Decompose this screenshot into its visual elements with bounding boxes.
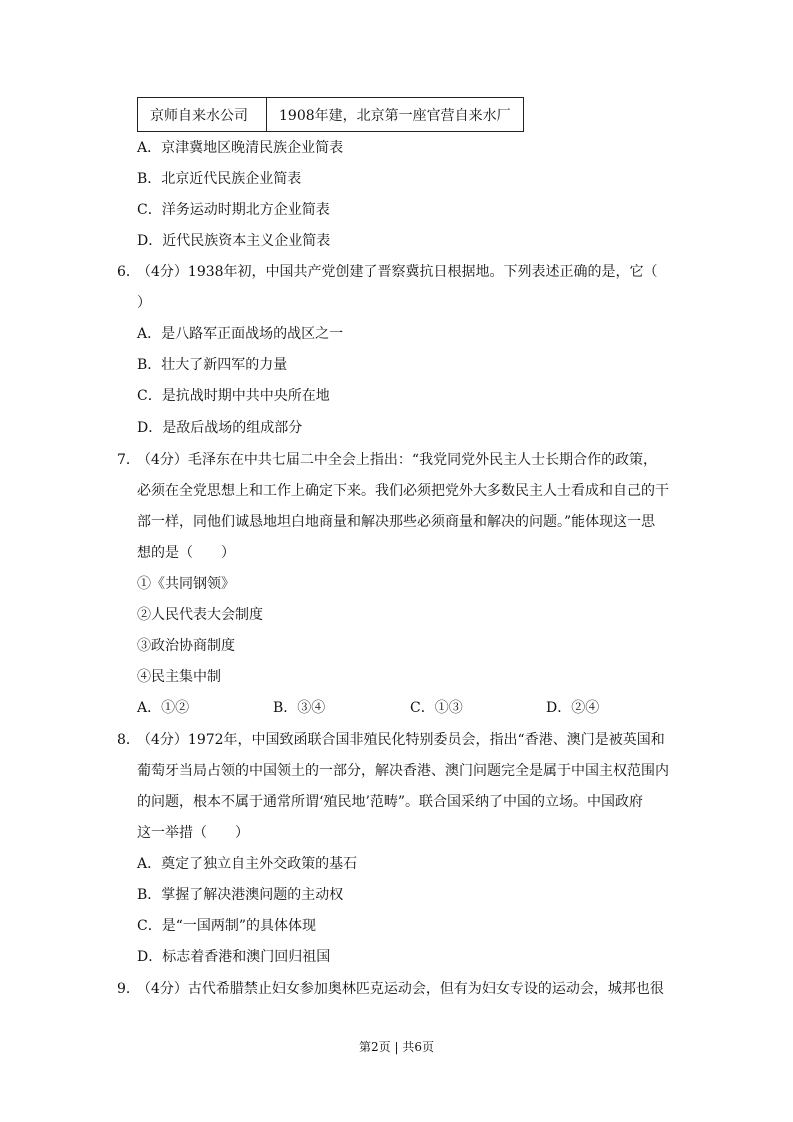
q7-item-3: ③政治协商制度: [137, 638, 235, 654]
q5-option-a: A．京津冀地区晚清民族企业简表: [137, 140, 344, 156]
table-cell-desc: 1908年建，北京第一座官营自来水厂: [267, 98, 524, 132]
q6-option-c: C．是抗战时期中共中央所在地: [137, 388, 330, 404]
q6-option-d: D．是敌后战场的组成部分: [137, 420, 303, 436]
q7-stem-line: 必须在全党思想上和工作上确定下来。我们必须把党外大多数民主人士看成和自己的干: [137, 483, 669, 499]
q5-option-d: D．近代民族资本主义企业简表: [137, 233, 331, 249]
q9-stem-line: （4分）古代希腊禁止妇女参加奥林匹克运动会，但有为妇女专设的运动会，城邦也很: [137, 981, 664, 997]
q8-option-c: C．是“一国两制”的具体体现: [137, 918, 317, 934]
q8-stem-line: （4分）1972年，中国致函联合国非殖民化特别委员会，指出“香港、澳门是被英国和: [137, 732, 665, 748]
q7-stem-line: 想的是（ ）: [137, 545, 235, 561]
q8-option-a: A．奠定了独立自主外交政策的基石: [137, 856, 358, 872]
q6-option-a: A．是八路军正面战场的战区之一: [137, 326, 344, 342]
q6-option-b: B．壮大了新四军的力量: [137, 357, 288, 373]
q8-option-b: B．掌握了解决港澳问题的主动权: [137, 887, 344, 903]
table-row: [138, 98, 524, 132]
page-footer: 第2页 | 共6页: [359, 1040, 434, 1054]
q7-option-b: B．③④: [273, 700, 326, 716]
q8-stem-line: 这一举措（ ）: [137, 825, 249, 841]
q8-number: 8．: [117, 732, 140, 748]
enterprise-table: [137, 97, 524, 132]
q8-stem-line: 葡萄牙当局占领的中国领土的一部分，解决香港、澳门问题完全是属于中国主权范围内: [137, 763, 669, 779]
q7-item-1: ①《共同钢领》: [137, 576, 235, 592]
q7-item-2: ②人民代表大会制度: [137, 607, 263, 623]
q7-item-4: ④民主集中制: [137, 669, 221, 685]
q5-option-b: B．北京近代民族企业简表: [137, 171, 302, 187]
q7-number: 7．: [117, 452, 140, 468]
q8-stem-line: 的问题，根本不属于通常所谓‘殖民地’范畴”。联合国采纳了中国的立场。中国政府: [137, 794, 644, 810]
q8-option-d: D．标志着香港和澳门回归祖国: [137, 949, 331, 965]
q6-number: 6．: [117, 264, 140, 280]
table-cell-name: 京师自来水公司: [138, 98, 267, 132]
q7-option-d: D．②④: [546, 700, 600, 716]
q7-option-c: C．①③: [410, 700, 463, 716]
q6-stem-line: ）: [137, 295, 151, 311]
q5-option-c: C．洋务运动时期北方企业简表: [137, 202, 330, 218]
q9-number: 9．: [117, 981, 140, 997]
q7-stem-line: （4分）毛泽东在中共七届二中全会上指出：“我党同党外民主人士长期合作的政策，: [137, 452, 658, 468]
q6-stem-line: （4分）1938年初，中国共产党创建了晋察冀抗日根据地。下列表述正确的是，它（: [137, 264, 658, 280]
q7-option-a: A．①②: [137, 700, 190, 716]
q7-stem-line: 部一样，同他们诚恳地坦白地商量和解决那些必须商量和解决的问题。”能体现这一思: [137, 514, 656, 530]
